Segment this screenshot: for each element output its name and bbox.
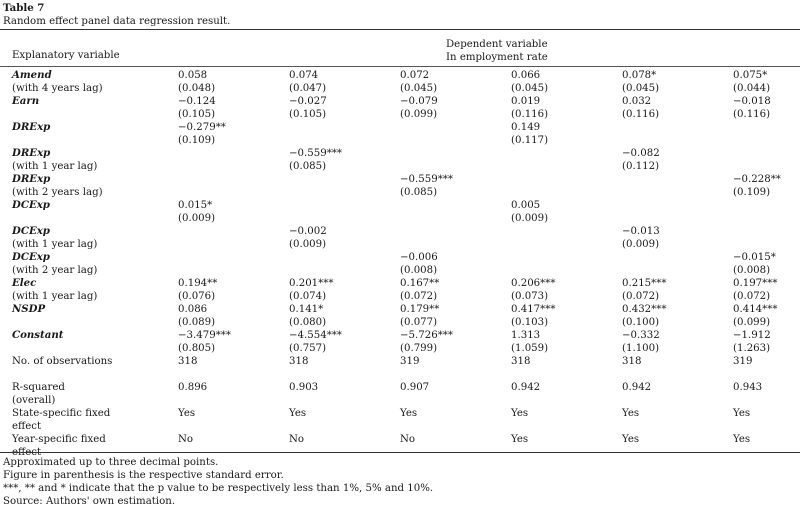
variable-name: DRExp (12, 147, 51, 159)
standard-error: (0.805) (178, 343, 216, 354)
model-6-cell (733, 251, 800, 277)
variable-subtitle: (with 4 years lag) (12, 83, 103, 94)
model-6-cell (733, 121, 800, 147)
table-row (0, 251, 800, 277)
model-4-cell (511, 251, 622, 277)
coefficient: 0.907 (400, 382, 430, 393)
model-2-cell (289, 251, 400, 277)
coefficient: Yes (511, 434, 529, 445)
variable-cell (0, 225, 178, 251)
model-2-cell (289, 95, 400, 121)
model-6-cell (733, 173, 800, 199)
coefficient: 0.194** (178, 278, 218, 289)
coefficient: 1.313 (511, 330, 541, 341)
coefficient: −0.559*** (289, 148, 342, 159)
model-2-cell (289, 69, 400, 95)
standard-error: (0.009) (178, 213, 216, 224)
standard-error: (0.109) (178, 135, 216, 146)
model-5-cell (622, 199, 733, 225)
coefficient: 0.942 (622, 382, 652, 393)
model-5-cell (622, 147, 733, 173)
coefficient: 0.179** (400, 304, 440, 315)
table-row (0, 381, 800, 407)
standard-error: (0.045) (400, 83, 438, 94)
standard-error: (0.117) (511, 135, 549, 146)
header-dependent-variable (446, 38, 548, 64)
note-2: Figure in parenthesis is the respective standard error. (3, 470, 284, 481)
model-5-cell (622, 173, 733, 199)
model-2-cell (289, 225, 400, 251)
coefficient: 0.417*** (511, 304, 556, 315)
model-4-cell (511, 173, 622, 199)
standard-error: (0.112) (622, 161, 660, 172)
coefficient: 0.943 (733, 382, 763, 393)
standard-error: (0.044) (733, 83, 771, 94)
standard-error: (0.099) (400, 109, 438, 120)
standard-error: (0.085) (400, 187, 438, 198)
model-2-cell (289, 199, 400, 225)
coefficient: 0.015* (178, 200, 213, 211)
standard-error: (0.072) (733, 291, 771, 302)
coefficient: 319 (400, 356, 420, 367)
coefficient: 0.072 (400, 70, 430, 81)
model-4-cell (511, 381, 622, 407)
header-dependent-line2: In employment rate (446, 52, 548, 63)
variable-cell (0, 381, 178, 407)
coefficient: 0.058 (178, 70, 208, 81)
coefficient: −1.912 (733, 330, 771, 341)
standard-error: (0.073) (511, 291, 549, 302)
model-5-cell (622, 407, 733, 433)
table-label: Table 7 (3, 2, 45, 14)
model-1-cell (178, 69, 289, 95)
table-row (0, 329, 800, 355)
model-3-cell (400, 95, 511, 121)
model-2-cell (289, 407, 400, 433)
standard-error: (0.045) (622, 83, 660, 94)
coefficient: 0.167** (400, 278, 440, 289)
model-1-cell (178, 329, 289, 355)
coefficient: Yes (400, 408, 418, 419)
standard-error: (0.048) (178, 83, 216, 94)
coefficient: 0.078* (622, 70, 657, 81)
model-3-cell (400, 381, 511, 407)
coefficient: −0.279** (178, 122, 226, 133)
model-2-cell (289, 173, 400, 199)
standard-error: (0.116) (733, 109, 771, 120)
model-5-cell (622, 329, 733, 355)
standard-error: (0.077) (400, 317, 438, 328)
model-4-cell (511, 225, 622, 251)
model-3-cell (400, 303, 511, 329)
table-row (0, 407, 800, 433)
model-2-cell (289, 277, 400, 303)
standard-error: (0.105) (289, 109, 327, 120)
coefficient: 0.201*** (289, 278, 334, 289)
variable-subtitle: effect (12, 447, 42, 458)
variable-subtitle: (with 1 year lag) (12, 239, 98, 250)
coefficient: Yes (622, 408, 640, 419)
coefficient: 0.432*** (622, 304, 667, 315)
standard-error: (0.072) (622, 291, 660, 302)
coefficient: 0.896 (178, 382, 208, 393)
standard-error: (0.009) (622, 239, 660, 250)
coefficient: 0.197*** (733, 278, 778, 289)
coefficient: Yes (733, 434, 751, 445)
model-1-cell (178, 199, 289, 225)
variable-cell (0, 407, 178, 433)
model-3-cell (400, 69, 511, 95)
coefficient: 0.005 (511, 200, 541, 211)
coefficient: 0.066 (511, 70, 541, 81)
bottom-rule (0, 452, 800, 453)
variable-cell (0, 277, 178, 303)
coefficient: 0.414*** (733, 304, 778, 315)
model-4-cell (511, 95, 622, 121)
coefficient: Yes (178, 408, 196, 419)
standard-error: (1.100) (622, 343, 660, 354)
coefficient: −0.013 (622, 226, 660, 237)
variable-subtitle: (with 1 year lag) (12, 161, 98, 172)
model-4-cell (511, 433, 622, 459)
table-row (0, 199, 800, 225)
model-6-cell (733, 407, 800, 433)
table-notes (3, 456, 433, 508)
coefficient: 0.032 (622, 96, 652, 107)
variable-cell (0, 329, 178, 355)
model-5-cell (622, 303, 733, 329)
model-3-cell (400, 199, 511, 225)
header-rule (0, 66, 800, 67)
model-6-cell (733, 225, 800, 251)
table-row (0, 121, 800, 147)
header-dependent-line1: Dependent variable (446, 39, 548, 50)
standard-error: (0.085) (289, 161, 327, 172)
top-rule (0, 29, 800, 30)
coefficient: −0.018 (733, 96, 771, 107)
model-1-cell (178, 95, 289, 121)
model-5-cell (622, 277, 733, 303)
model-1-cell (178, 277, 289, 303)
note-3: ***, ** and * indicate that the p value to be respectively less than 1%, 5% and 10%. (3, 483, 434, 494)
model-3-cell (400, 329, 511, 355)
model-4-cell (511, 199, 622, 225)
model-5-cell (622, 433, 733, 459)
header-explanatory-variable: Explanatory variable (12, 50, 120, 61)
table-row (0, 225, 800, 251)
model-2-cell (289, 355, 400, 381)
standard-error: (0.109) (733, 187, 771, 198)
coefficient: −0.027 (289, 96, 327, 107)
variable-cell (0, 69, 178, 95)
standard-error: (0.099) (733, 317, 771, 328)
coefficient: 0.903 (289, 382, 319, 393)
coefficient: Yes (733, 408, 751, 419)
variable-name: Earn (12, 95, 40, 107)
model-6-cell (733, 433, 800, 459)
table-caption (3, 2, 230, 28)
model-3-cell (400, 277, 511, 303)
model-4-cell (511, 147, 622, 173)
variable-subtitle: effect (12, 421, 42, 432)
coefficient: −4.554*** (289, 330, 342, 341)
coefficient: Yes (622, 434, 640, 445)
coefficient: 0.206*** (511, 278, 556, 289)
standard-error: (0.008) (400, 265, 438, 276)
model-6-cell (733, 277, 800, 303)
model-6-cell (733, 303, 800, 329)
coefficient: No (178, 434, 194, 445)
variable-name: DCExp (12, 199, 50, 211)
variable-name: Year-specific fixed (12, 434, 106, 445)
variable-name: DCExp (12, 251, 50, 263)
coefficient: 318 (289, 356, 309, 367)
standard-error: (0.009) (511, 213, 549, 224)
model-5-cell (622, 121, 733, 147)
variable-subtitle: (with 2 years lag) (12, 187, 103, 198)
variable-name: Amend (12, 69, 52, 81)
note-4: Source: Authors' own estimation. (3, 496, 176, 507)
variable-cell (0, 147, 178, 173)
standard-error: (0.089) (178, 317, 216, 328)
coefficient: 0.019 (511, 96, 541, 107)
model-2-cell (289, 303, 400, 329)
coefficient: 0.075* (733, 70, 768, 81)
coefficient: −0.559*** (400, 174, 453, 185)
model-3-cell (400, 225, 511, 251)
variable-cell (0, 95, 178, 121)
model-1-cell (178, 381, 289, 407)
model-4-cell (511, 407, 622, 433)
model-3-cell (400, 173, 511, 199)
standard-error: (0.072) (400, 291, 438, 302)
variable-subtitle: (overall) (12, 395, 56, 406)
model-2-cell (289, 121, 400, 147)
model-6-cell (733, 329, 800, 355)
model-3-cell (400, 355, 511, 381)
table-row (0, 147, 800, 173)
standard-error: (0.757) (289, 343, 327, 354)
model-4-cell (511, 355, 622, 381)
regression-table (0, 69, 800, 459)
model-1-cell (178, 355, 289, 381)
model-3-cell (400, 147, 511, 173)
model-1-cell (178, 303, 289, 329)
model-1-cell (178, 147, 289, 173)
model-1-cell (178, 251, 289, 277)
coefficient: Yes (511, 408, 529, 419)
table-row (0, 173, 800, 199)
model-1-cell (178, 173, 289, 199)
model-5-cell (622, 225, 733, 251)
table-row (0, 355, 800, 381)
model-6-cell (733, 381, 800, 407)
variable-name: DCExp (12, 225, 50, 237)
coefficient: 318 (622, 356, 642, 367)
variable-cell (0, 355, 178, 381)
variable-name: NSDP (12, 303, 46, 315)
variable-name: Constant (12, 329, 64, 341)
variable-name: No. of observations (12, 356, 113, 367)
model-1-cell (178, 407, 289, 433)
model-5-cell (622, 355, 733, 381)
standard-error: (0.116) (511, 109, 549, 120)
table-title: Random effect panel data regression result. (3, 16, 231, 27)
variable-cell (0, 121, 178, 147)
model-5-cell (622, 95, 733, 121)
coefficient: −0.228** (733, 174, 781, 185)
variable-subtitle: (with 2 year lag) (12, 265, 98, 276)
coefficient: 0.149 (511, 122, 541, 133)
coefficient: −0.002 (289, 226, 327, 237)
model-2-cell (289, 147, 400, 173)
model-6-cell (733, 147, 800, 173)
coefficient: 0.074 (289, 70, 319, 81)
standard-error: (0.009) (289, 239, 327, 250)
variable-cell (0, 199, 178, 225)
standard-error: (0.100) (622, 317, 660, 328)
standard-error: (0.047) (289, 83, 327, 94)
variable-cell (0, 251, 178, 277)
model-5-cell (622, 69, 733, 95)
model-2-cell (289, 381, 400, 407)
variable-cell (0, 303, 178, 329)
model-4-cell (511, 303, 622, 329)
coefficient: −0.079 (400, 96, 438, 107)
coefficient: Yes (289, 408, 307, 419)
model-1-cell (178, 225, 289, 251)
standard-error: (0.080) (289, 317, 327, 328)
model-2-cell (289, 329, 400, 355)
model-3-cell (400, 121, 511, 147)
model-4-cell (511, 69, 622, 95)
note-1: Approximated up to three decimal points. (3, 457, 219, 468)
model-3-cell (400, 407, 511, 433)
model-1-cell (178, 121, 289, 147)
coefficient: −3.479*** (178, 330, 231, 341)
variable-name: R-squared (12, 382, 65, 393)
coefficient: 319 (733, 356, 753, 367)
standard-error: (0.008) (733, 265, 771, 276)
standard-error: (0.116) (622, 109, 660, 120)
variable-name: Elec (12, 277, 37, 289)
coefficient: −0.015* (733, 252, 776, 263)
model-4-cell (511, 121, 622, 147)
model-4-cell (511, 277, 622, 303)
model-5-cell (622, 251, 733, 277)
variable-name: State-specific fixed (12, 408, 111, 419)
table-row (0, 277, 800, 303)
table-row (0, 95, 800, 121)
coefficient: 0.141* (289, 304, 324, 315)
variable-name: DRExp (12, 121, 51, 133)
coefficient: No (400, 434, 416, 445)
coefficient: 318 (511, 356, 531, 367)
standard-error: (0.045) (511, 83, 549, 94)
model-5-cell (622, 381, 733, 407)
standard-error: (0.074) (289, 291, 327, 302)
model-6-cell (733, 355, 800, 381)
variable-cell (0, 173, 178, 199)
coefficient: 0.086 (178, 304, 208, 315)
variable-name: DRExp (12, 173, 51, 185)
regression-table-body (0, 69, 800, 459)
variable-subtitle: (with 1 year lag) (12, 291, 98, 302)
standard-error: (1.059) (511, 343, 549, 354)
coefficient: 0.215*** (622, 278, 667, 289)
coefficient: −5.726*** (400, 330, 453, 341)
standard-error: (0.105) (178, 109, 216, 120)
table-row (0, 69, 800, 95)
standard-error: (0.103) (511, 317, 549, 328)
coefficient: 318 (178, 356, 198, 367)
table-row (0, 303, 800, 329)
standard-error: (0.076) (178, 291, 216, 302)
coefficient: −0.332 (622, 330, 660, 341)
standard-error: (0.799) (400, 343, 438, 354)
model-3-cell (400, 251, 511, 277)
model-6-cell (733, 199, 800, 225)
model-6-cell (733, 95, 800, 121)
coefficient: −0.124 (178, 96, 216, 107)
coefficient: 0.942 (511, 382, 541, 393)
coefficient: −0.006 (400, 252, 438, 263)
coefficient: −0.082 (622, 148, 660, 159)
model-4-cell (511, 329, 622, 355)
model-6-cell (733, 69, 800, 95)
coefficient: No (289, 434, 305, 445)
standard-error: (1.263) (733, 343, 771, 354)
